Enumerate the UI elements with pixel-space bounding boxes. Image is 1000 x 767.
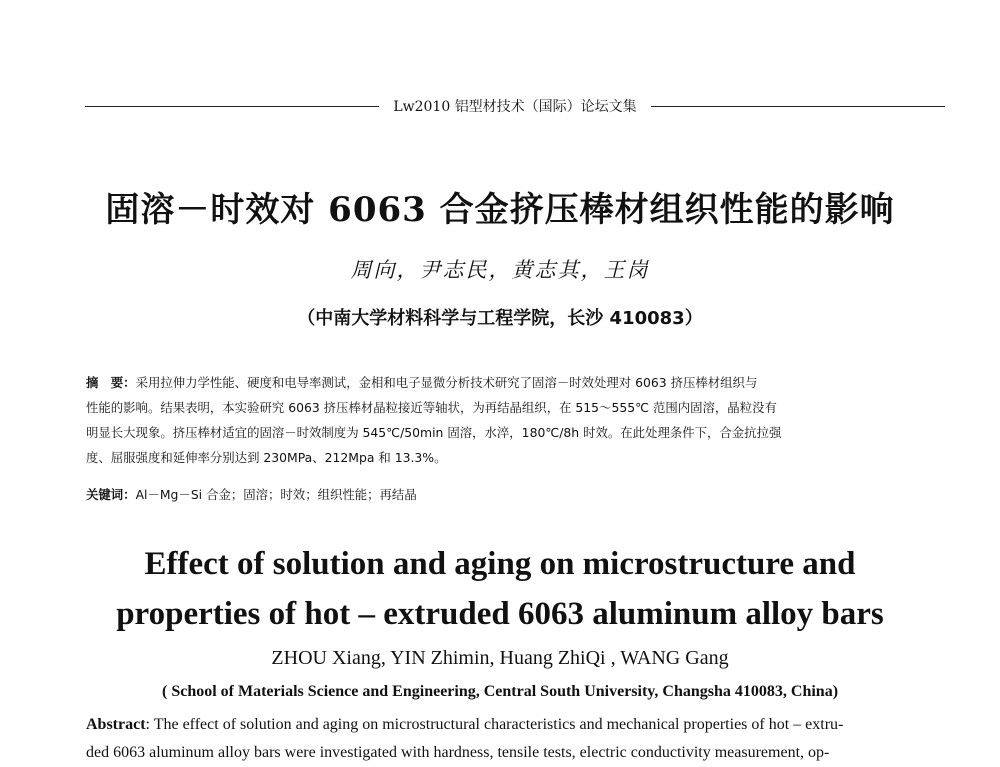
affiliation-en: ( School of Materials Science and Engineering, Central South University, Changsha 410083, China) bbox=[161, 683, 839, 700]
paper-title-en-line1: Effect of solution and aging on microstructure and bbox=[144, 546, 856, 582]
running-title: Lw2010 铝型材技术（国际）论坛文集 bbox=[393, 99, 637, 115]
abstract-en-label: Abstract bbox=[86, 716, 146, 733]
abstract-cn-label: 摘 要： bbox=[86, 375, 136, 390]
abstract-en bbox=[86, 711, 918, 767]
keywords-cn bbox=[86, 484, 918, 506]
affiliation-cn: （中南大学材料科学与工程学院，长沙 410083） bbox=[297, 308, 703, 329]
abstract-en-text: : The effect of solution and aging on microstructural characteristics and mechanical properties of hot – extru- bbox=[145, 716, 844, 733]
running-header bbox=[85, 96, 945, 116]
authors-en: ZHOU Xiang, YIN Zhimin, Huang ZhiQi , WANG Gang bbox=[271, 647, 729, 669]
abstract-cn-text: 采用拉伸力学性能、硬度和电导率测试，金相和电子显微分析技术研究了固溶－时效处理对 6063 挤压棒材组织与 bbox=[135, 375, 758, 390]
paper-title-en-line2: properties of hot – extruded 6063 aluminum alloy bars bbox=[116, 596, 884, 632]
abstract-cn-line bbox=[86, 370, 918, 395]
keywords-cn-text: Al－Mg－Si 合金；固溶；时效；组织性能；再结晶 bbox=[135, 487, 417, 502]
paper-title-cn: 固溶－时效对 6063 合金挤压棒材组织性能的影响 bbox=[105, 190, 895, 230]
header-rule-right bbox=[651, 106, 945, 107]
authors-cn: 周向，尹志民，黄志其，王岗 bbox=[350, 258, 650, 282]
abstract-cn-line: 性能的影响。结果表明，本实验研究 6063 挤压棒材晶粒接近等轴状，为再结晶组织，在 515～555℃ 范围内固溶，晶粒没有 bbox=[86, 400, 777, 415]
abstract-cn-line: 明显长大现象。挤压棒材适宜的固溶－时效制度为 545℃/50min 固溶，水淬，180℃/8h 时效。在此处理条件下，合金抗拉强 bbox=[86, 425, 782, 440]
keywords-cn-label: 关键词： bbox=[86, 487, 136, 502]
abstract-en-line bbox=[86, 711, 918, 739]
header-rule-left bbox=[85, 106, 379, 107]
abstract-cn bbox=[86, 370, 918, 470]
abstract-en-line: ded 6063 aluminum alloy bars were investigated with hardness, tensile tests, electric conductivity measurement, op- bbox=[86, 744, 830, 761]
abstract-cn-line: 度、屈服强度和延伸率分别达到 230MPa、212Mpa 和 13.3%。 bbox=[86, 450, 447, 465]
